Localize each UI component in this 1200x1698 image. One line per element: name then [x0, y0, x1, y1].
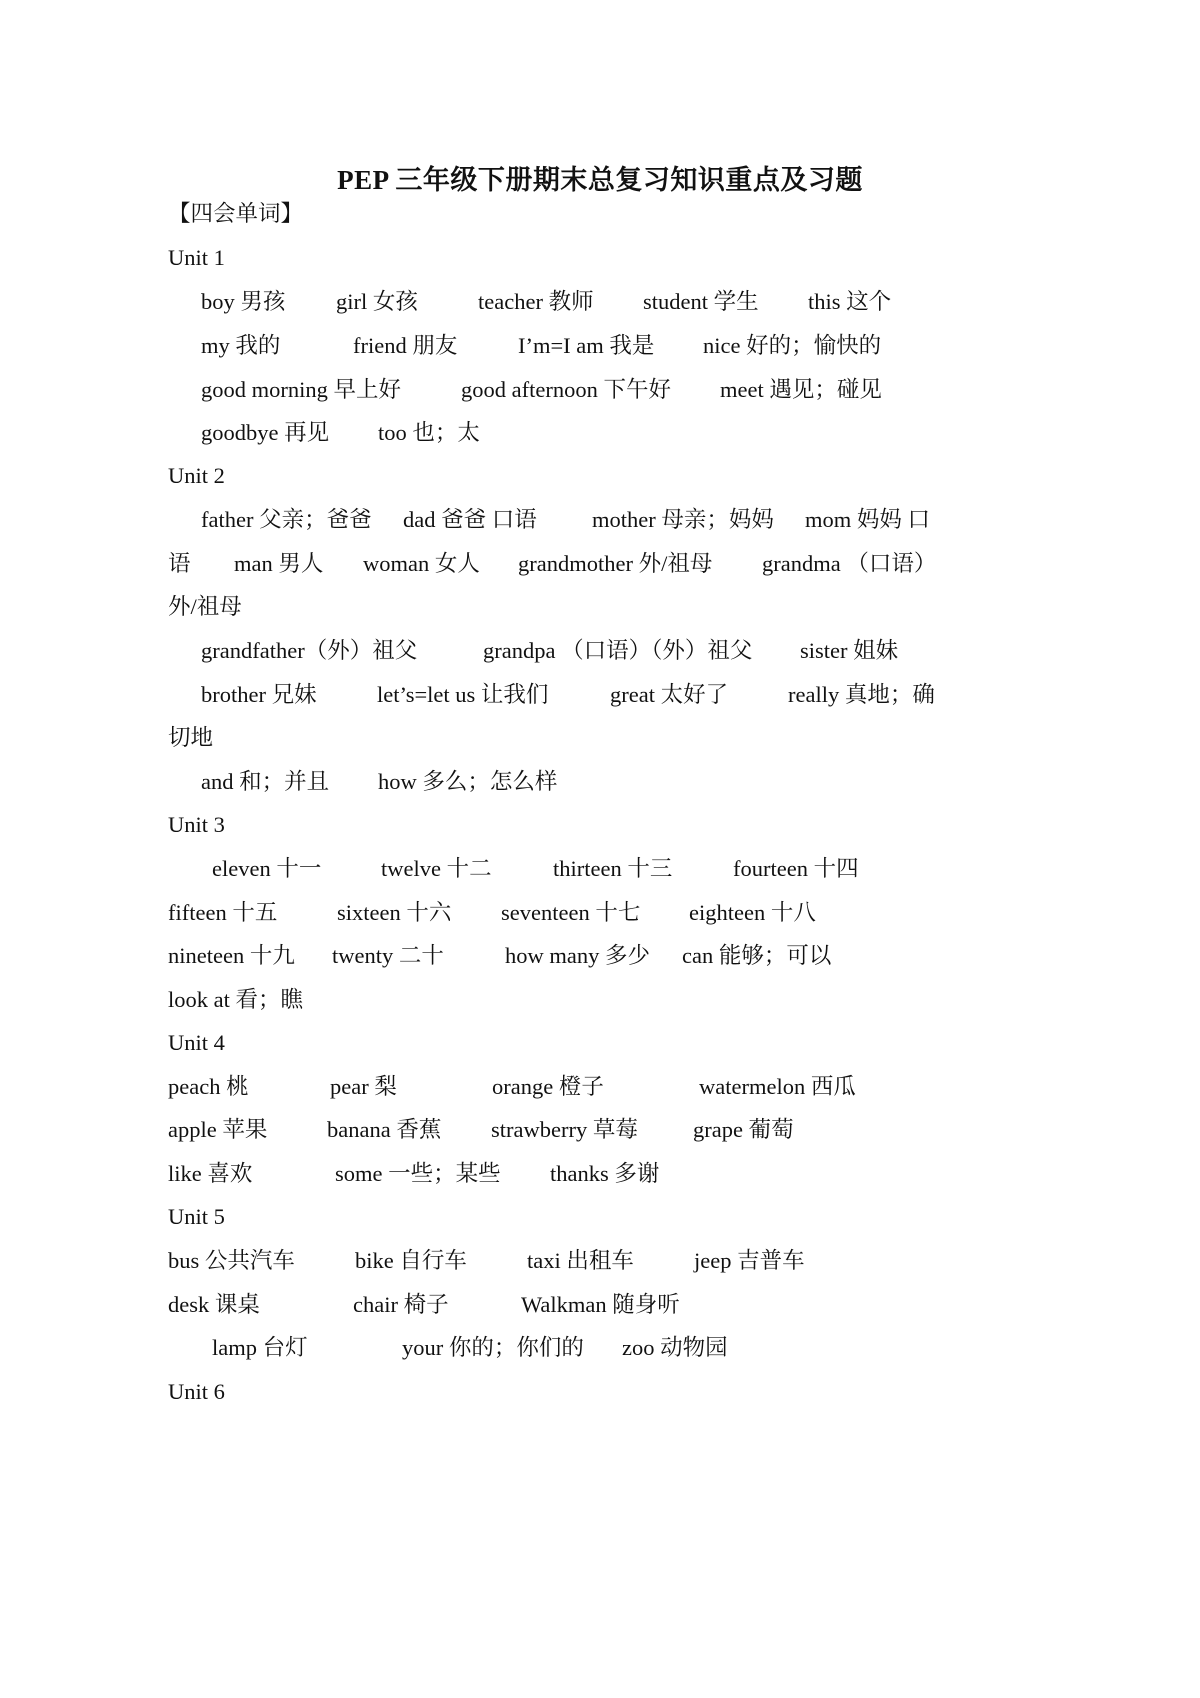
vocab-item: eighteen 十八 — [689, 900, 816, 925]
vocab-item: desk 课桌 — [168, 1292, 260, 1317]
vocab-item: goodbye 再见 — [201, 420, 330, 445]
vocab-item: brother 兄妹 — [201, 682, 317, 707]
vocab-item: thirteen 十三 — [553, 856, 673, 881]
vocab-item: fifteen 十五 — [168, 900, 278, 925]
vocab-item: my 我的 — [201, 333, 281, 358]
document-title: PEP 三年级下册期末总复习知识重点及习题 — [337, 165, 863, 195]
vocab-item: lamp 台灯 — [212, 1335, 308, 1360]
vocab-item: bike 自行车 — [355, 1248, 467, 1273]
vocab-item: sixteen 十六 — [337, 900, 452, 925]
vocab-item: jeep 吉普车 — [694, 1248, 805, 1273]
vocab-item: mom 妈妈 口 — [805, 507, 931, 532]
vocab-item: and 和；并且 — [201, 769, 330, 794]
vocab-item: father 父亲；爸爸 — [201, 507, 372, 532]
vocab-item: how many 多少 — [505, 943, 650, 968]
vocab-item: seventeen 十七 — [501, 900, 641, 925]
vocab-item: man 男人 — [234, 551, 324, 576]
vocab-item: mother 母亲；妈妈 — [592, 507, 774, 532]
vocab-item: 切地 — [168, 725, 214, 750]
unit-5-label: Unit 5 — [168, 1204, 225, 1229]
vocab-item: eleven 十一 — [212, 856, 322, 881]
vocab-item: watermelon 西瓜 — [699, 1074, 856, 1099]
vocab-item: look at 看；瞧 — [168, 987, 303, 1012]
vocab-item: grape 葡萄 — [693, 1117, 794, 1142]
vocab-item: your 你的；你们的 — [402, 1335, 584, 1360]
vocab-item: really 真地；确 — [788, 682, 935, 707]
unit-6-label: Unit 6 — [168, 1379, 225, 1404]
vocab-item: great 太好了 — [610, 682, 729, 707]
vocab-item: student 学生 — [643, 289, 759, 314]
vocab-item: how 多么；怎么样 — [378, 769, 558, 794]
vocab-item: woman 女人 — [363, 551, 480, 576]
vocab-item: teacher 教师 — [478, 289, 594, 314]
unit-3-label: Unit 3 — [168, 812, 225, 837]
vocab-item: bus 公共汽车 — [168, 1248, 295, 1273]
vocab-item: grandma （口语） — [762, 551, 937, 576]
vocab-item: zoo 动物园 — [622, 1335, 728, 1360]
vocab-item: nice 好的；愉快的 — [703, 333, 882, 358]
vocab-item: twenty 二十 — [332, 943, 444, 968]
vocab-item: strawberry 草莓 — [491, 1117, 638, 1142]
vocab-item: good afternoon 下午好 — [461, 377, 671, 402]
vocab-item: this 这个 — [808, 289, 892, 314]
vocab-item: meet 遇见；碰见 — [720, 377, 882, 402]
vocab-item: grandfather（外）祖父 — [201, 638, 418, 663]
vocab-item: banana 香蕉 — [327, 1117, 442, 1142]
vocab-item: can 能够；可以 — [682, 943, 832, 968]
vocab-item: good morning 早上好 — [201, 377, 401, 402]
vocab-item: thanks 多谢 — [550, 1161, 660, 1186]
vocab-item: chair 椅子 — [353, 1292, 449, 1317]
vocab-item: let’s=let us 让我们 — [377, 682, 549, 707]
vocab-item: grandmother 外/祖母 — [518, 551, 713, 576]
vocab-item: like 喜欢 — [168, 1161, 253, 1186]
unit-4-label: Unit 4 — [168, 1030, 225, 1055]
vocab-item: orange 橙子 — [492, 1074, 604, 1099]
section-heading: 【四会单词】 — [168, 201, 304, 226]
vocab-item: some 一些；某些 — [335, 1161, 501, 1186]
vocab-item: too 也；太 — [378, 420, 480, 445]
vocab-item: boy 男孩 — [201, 289, 286, 314]
vocab-item: nineteen 十九 — [168, 943, 295, 968]
vocab-item: fourteen 十四 — [733, 856, 859, 881]
unit-2-label: Unit 2 — [168, 463, 225, 488]
vocab-item: grandpa （口语）（外）祖父 — [483, 638, 753, 663]
vocab-item: twelve 十二 — [381, 856, 492, 881]
vocab-item: Walkman 随身听 — [521, 1292, 680, 1317]
vocab-item: girl 女孩 — [336, 289, 418, 314]
vocab-item: taxi 出租车 — [527, 1248, 634, 1273]
vocab-item: 语 — [168, 551, 191, 576]
vocab-item: apple 苹果 — [168, 1117, 268, 1142]
unit-1-label: Unit 1 — [168, 245, 225, 270]
vocab-item: pear 梨 — [330, 1074, 397, 1099]
vocab-item: I’m=I am 我是 — [518, 333, 655, 358]
vocab-item: 外/祖母 — [168, 594, 242, 619]
vocab-item: dad 爸爸 口语 — [403, 507, 537, 532]
vocab-item: sister 姐妹 — [800, 638, 899, 663]
vocab-item: friend 朋友 — [353, 333, 458, 358]
vocab-item: peach 桃 — [168, 1074, 249, 1099]
